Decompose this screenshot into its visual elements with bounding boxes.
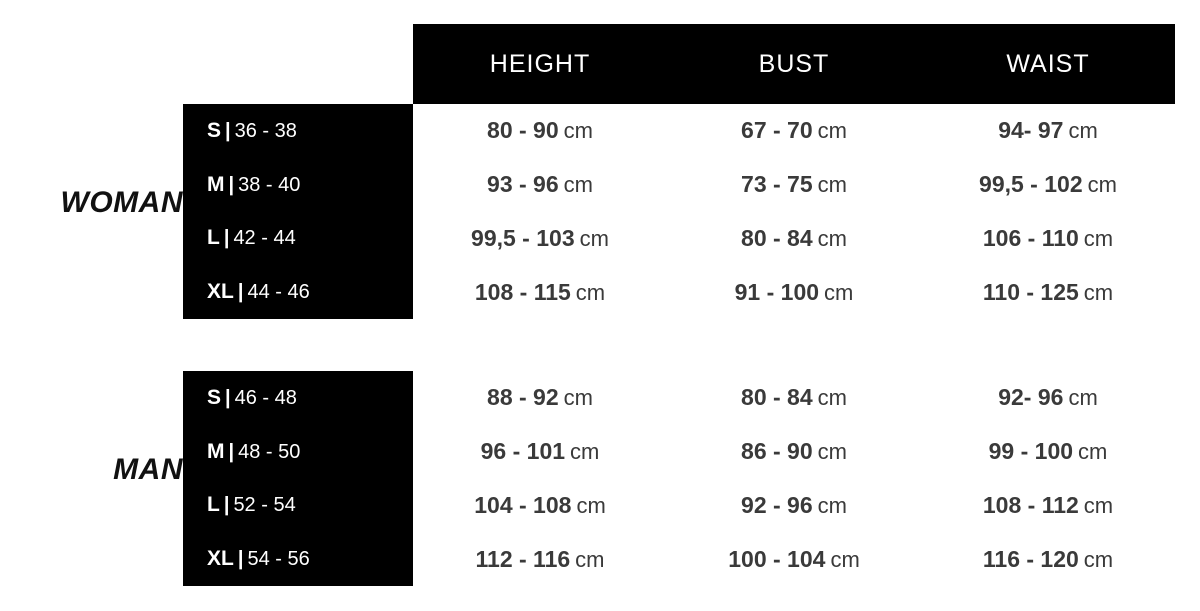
unit-label: cm — [575, 546, 605, 572]
size-range: 54 - 56 — [247, 548, 310, 571]
table-row — [183, 104, 1175, 158]
unit-label: cm — [817, 492, 847, 518]
cell-size — [183, 547, 413, 571]
cell-bust — [667, 384, 921, 411]
bust-value: 67 - 70 — [741, 117, 813, 144]
unit-label: cm — [1068, 385, 1098, 411]
cell-height — [413, 225, 667, 252]
cell-bust — [667, 225, 921, 252]
waist-value: 116 - 120 — [982, 545, 1079, 572]
waist-value: 106 - 110 — [982, 224, 1079, 251]
size-separator: | — [228, 440, 235, 463]
table-row — [183, 371, 1175, 425]
unit-label: cm — [1083, 225, 1114, 251]
unit-label: cm — [1068, 118, 1098, 144]
size-range: 44 - 46 — [247, 281, 310, 304]
cell-waist — [921, 171, 1175, 198]
cell-size — [183, 386, 413, 410]
bust-value: 91 - 100 — [734, 278, 820, 305]
unit-label: cm — [824, 279, 854, 305]
cell-waist — [921, 438, 1175, 465]
height-value: 99,5 - 103 — [471, 224, 575, 251]
cell-height — [413, 279, 667, 306]
table-row — [183, 212, 1175, 266]
unit-label: cm — [579, 225, 609, 251]
rows-man — [183, 371, 1175, 586]
waist-value: 108 - 112 — [982, 491, 1079, 518]
size-separator: | — [237, 548, 244, 571]
size-label: L — [207, 226, 220, 250]
unit-label: cm — [1083, 546, 1114, 572]
cell-waist — [921, 117, 1175, 144]
column-header-height: HEIGHT — [489, 49, 591, 78]
cell-waist — [921, 492, 1175, 519]
cell-height — [413, 384, 667, 411]
size-separator: | — [223, 227, 230, 250]
bust-value: 86 - 90 — [741, 438, 813, 465]
table-row — [183, 265, 1175, 319]
column-header-waist: WAIST — [1006, 49, 1090, 78]
cell-bust — [667, 546, 921, 573]
unit-label: cm — [563, 172, 593, 198]
height-value: 96 - 101 — [480, 438, 566, 465]
waist-value: 92- 96 — [998, 384, 1064, 411]
cell-height — [413, 171, 667, 198]
size-label: XL — [207, 547, 234, 571]
size-range: 42 - 44 — [233, 227, 296, 250]
unit-label: cm — [575, 279, 606, 305]
height-value: 88 - 92 — [487, 384, 559, 411]
height-value: 112 - 116 — [475, 545, 571, 572]
size-range: 38 - 40 — [238, 173, 301, 196]
unit-label: cm — [1083, 492, 1114, 518]
table-row — [183, 158, 1175, 212]
column-header-row — [413, 24, 1175, 104]
size-label: S — [207, 118, 222, 142]
unit-label: cm — [1087, 172, 1117, 198]
table-row — [183, 425, 1175, 479]
waist-value: 110 - 125 — [982, 278, 1079, 305]
bust-value: 92 - 96 — [741, 491, 813, 518]
unit-label: cm — [830, 546, 860, 572]
bust-value: 100 - 104 — [728, 545, 826, 572]
size-range: 52 - 54 — [233, 494, 296, 517]
cell-size — [183, 173, 413, 197]
cell-height — [413, 492, 667, 519]
cell-size — [183, 280, 413, 304]
table-row — [183, 532, 1175, 586]
bust-value: 80 - 84 — [741, 384, 813, 411]
cell-bust — [667, 492, 921, 519]
cell-size — [183, 440, 413, 464]
height-value: 104 - 108 — [474, 491, 572, 518]
group-label-woman: WOMAN — [60, 186, 183, 219]
cell-size — [183, 493, 413, 517]
table-row — [183, 479, 1175, 533]
size-label: S — [207, 385, 222, 409]
cell-waist — [921, 225, 1175, 252]
size-label: M — [207, 439, 225, 463]
waist-value: 99 - 100 — [988, 438, 1074, 465]
cell-bust — [667, 171, 921, 198]
unit-label: cm — [817, 385, 847, 411]
size-range: 46 - 48 — [234, 386, 297, 409]
cell-waist — [921, 384, 1175, 411]
group-label-man: MAN — [113, 453, 183, 486]
size-separator: | — [228, 173, 235, 196]
unit-label: cm — [563, 385, 593, 411]
unit-label: cm — [570, 439, 600, 465]
waist-value: 99,5 - 102 — [979, 171, 1083, 198]
group-woman — [0, 104, 1200, 319]
size-separator: | — [237, 281, 244, 304]
height-value: 93 - 96 — [487, 171, 559, 198]
size-separator: | — [223, 494, 230, 517]
unit-label: cm — [563, 118, 593, 144]
unit-label: cm — [817, 225, 847, 251]
cell-height — [413, 117, 667, 144]
unit-label: cm — [1078, 439, 1108, 465]
waist-value: 94- 97 — [998, 117, 1064, 144]
size-separator: | — [225, 119, 231, 142]
column-header-bust: BUST — [758, 49, 830, 78]
rows-woman — [183, 104, 1175, 319]
unit-label: cm — [1083, 279, 1114, 305]
unit-label: cm — [817, 439, 847, 465]
cell-bust — [667, 117, 921, 144]
cell-height — [413, 546, 667, 573]
bust-value: 73 - 75 — [741, 171, 813, 198]
height-value: 80 - 90 — [487, 117, 559, 144]
cell-waist — [921, 546, 1175, 573]
bust-value: 80 - 84 — [741, 224, 813, 251]
cell-size — [183, 226, 413, 250]
cell-bust — [667, 438, 921, 465]
size-separator: | — [225, 386, 231, 409]
unit-label: cm — [817, 118, 847, 144]
group-man — [0, 371, 1200, 586]
size-range: 36 - 38 — [234, 119, 297, 142]
cell-bust — [667, 279, 921, 306]
cell-waist — [921, 279, 1175, 306]
size-label: XL — [207, 280, 234, 304]
unit-label: cm — [817, 172, 847, 198]
height-value: 108 - 115 — [474, 278, 571, 305]
size-range: 48 - 50 — [238, 440, 301, 463]
unit-label: cm — [576, 492, 606, 518]
cell-size — [183, 119, 413, 143]
cell-height — [413, 438, 667, 465]
size-label: M — [207, 172, 225, 196]
size-label: L — [207, 493, 220, 517]
